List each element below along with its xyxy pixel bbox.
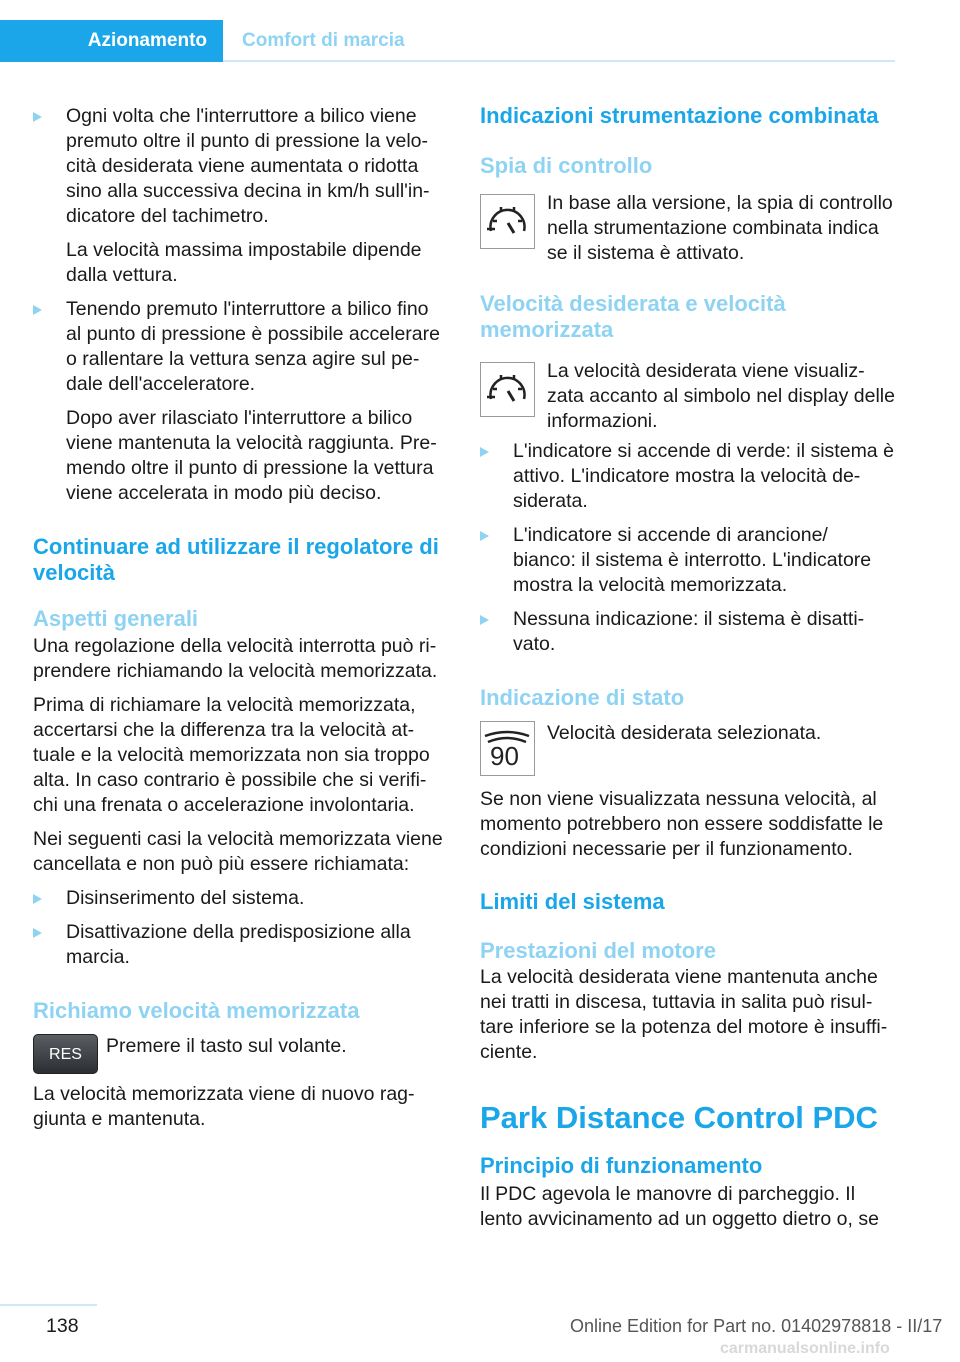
paragraph: Se non viene visualizzata nessuna velocità, al momento potrebbero non essere soddisfatte le condizioni necessarie per il funzionamento. <box>480 788 884 860</box>
paragraph: L'indicatore si accende di arancione/ bianco: il sistema è interrotto. L'indicatore mostra la velocità memorizzata. <box>513 524 872 596</box>
footer-rule <box>0 1304 97 1306</box>
right-column <box>480 103 895 1241</box>
list-item <box>480 439 895 514</box>
list-item <box>33 297 447 506</box>
site-watermark: carmanualsonline.info <box>720 1340 890 1357</box>
triangle-bullet-icon <box>33 112 42 122</box>
paragraph: Ogni volta che l'interruttore a bilico viene premuto oltre il punto di pressione la velo‐ cità desiderata viene aumentata o ridotta sino alla successiva decina in km/h sull'in‐ dicatore del tachimetro. <box>66 105 430 227</box>
list-item <box>33 886 447 911</box>
paragraph: Il PDC agevola le manovre di parcheggio. Il lento avvicinamento ad un oggetto dietro o, se <box>480 1183 879 1230</box>
heading-desired: Velocità desiderata e velocità memorizzata <box>480 291 786 342</box>
section-tab-active: Azionamento <box>0 20 223 62</box>
status-icon-row <box>480 721 895 787</box>
paragraph: Disattivazione della predisposizione alla marcia. <box>66 921 411 968</box>
paragraph: Dopo aver rilasciato l'interruttore a bilico viene mantenuta la velocità raggiunta. Pre‐ mendo oltre il punto di pressione la vettura viene accelerata in modo più deciso. <box>66 407 437 504</box>
heading-principle: Principio di funzionamento <box>480 1153 763 1178</box>
paragraph: Nei seguenti casi la velocità memorizzata viene cancellata e non può più essere richiamata: <box>33 828 443 875</box>
res-label: RES <box>49 1045 82 1063</box>
heading-limits: Limiti del sistema <box>480 889 665 914</box>
paragraph: Una regolazione della velocità interrotta può ri‐ prendere richiamando la velocità memorizzata. <box>33 635 438 682</box>
section-tab-chapter: Comfort di marcia <box>242 30 405 51</box>
triangle-bullet-icon <box>33 305 42 315</box>
paragraph: La velocità desiderata viene mantenuta anche nei tratti in discesa, tuttavia in salita può risul‐ tare inferiore se la potenza del motore è insuffi‐ ciente. <box>480 966 888 1063</box>
triangle-bullet-icon <box>33 894 42 904</box>
heading-general: Aspetti generali <box>33 606 199 631</box>
paragraph: Prima di richiamare la velocità memorizzata, accertarsi che la differenza tra la velocità at‐ tuale e la velocità memorizzata non sia troppo alta. In caso contrario è possibile che si verifi‐ chi una frenata o accelerazione involontaria. <box>33 694 430 816</box>
speedometer-icon <box>480 362 535 417</box>
heading-engine: Prestazioni del motore <box>480 938 716 963</box>
left-column <box>33 104 447 1141</box>
heading-status: Indicazione di stato <box>480 685 685 710</box>
paragraph: Premere il tasto sul volante. <box>106 1035 347 1057</box>
list-item <box>33 920 447 970</box>
triangle-bullet-icon <box>480 531 489 541</box>
speedometer-icon <box>480 194 535 249</box>
recall-icon-row <box>33 1034 447 1082</box>
list-item <box>480 523 895 598</box>
heading-display: Indicazioni strumentazione combinata <box>480 103 879 128</box>
list-item <box>33 104 447 288</box>
paragraph: Disinserimento del sistema. <box>66 887 305 909</box>
paragraph: Velocità desiderata selezionata. <box>547 722 822 744</box>
paragraph: Tenendo premuto l'interruttore a bilico fino al punto di pressione è possibile accelerare o rallentare la vettura senza agire sul pe‐ dale dell'acceleratore. <box>66 298 440 395</box>
indicator-icon-row <box>480 191 895 271</box>
page-number: 138 <box>46 1315 79 1337</box>
paragraph: La velocità massima impostabile dipende dalla vettura. <box>66 239 422 286</box>
online-edition: Online Edition for Part no. 01402978818 - II/17 <box>570 1316 943 1336</box>
paragraph: Nessuna indicazione: il sistema è disatti‐ vato. <box>513 608 865 655</box>
triangle-bullet-icon <box>33 928 42 938</box>
paragraph: L'indicatore si accende di verde: il sistema è attivo. L'indicatore mostra la velocità de‐ siderata. <box>513 440 894 512</box>
list-item <box>480 607 895 657</box>
heading-recall: Richiamo velocità memorizzata <box>33 998 360 1023</box>
heading-pdc: Park Distance Control PDC <box>480 1100 878 1135</box>
paragraph: La velocità memorizzata viene di nuovo rag‐ giunta e mantenuta. <box>33 1083 415 1130</box>
status-speed-value: 90 <box>490 741 519 771</box>
speed-display-icon <box>480 721 535 776</box>
res-button-icon <box>33 1034 98 1074</box>
heading-indicator: Spia di controllo <box>480 153 653 178</box>
paragraph: La velocità desiderata viene visualiz‐ zata accanto al simbolo nel display delle informazioni. <box>547 360 895 432</box>
triangle-bullet-icon <box>480 447 489 457</box>
triangle-bullet-icon <box>480 615 489 625</box>
heading-continue: Continuare ad utilizzare il regolatore di velocità <box>33 534 439 585</box>
paragraph: In base alla versione, la spia di controllo nella strumentazione combinata indica se il sistema è attivato. <box>547 192 893 264</box>
desired-icon-row <box>480 359 895 439</box>
